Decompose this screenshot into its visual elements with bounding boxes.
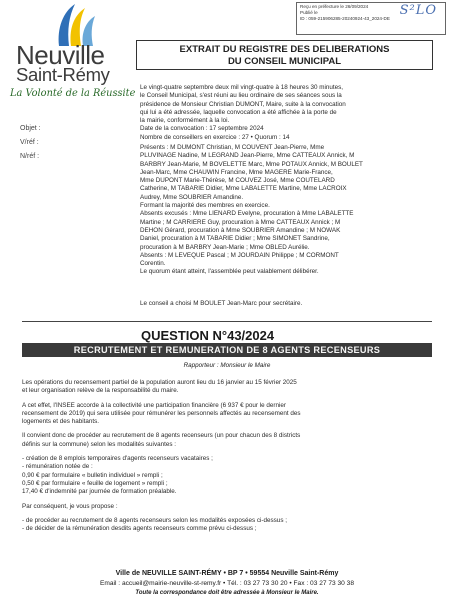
footer-note: Toute la correspondance doit être adressée à Monsieur le Maire. <box>135 590 319 596</box>
intro-line: le Conseil Municipal, s'est réuni au lieu ordinaire de ses séances sous la <box>140 92 342 100</box>
attendance-line: DEHON Gérard, procuration à Mme SOUBRIER Amandine ; M NOWAK <box>140 226 341 234</box>
attendance-line: Jean-Marc, Mme CHAUWIN Francine, Mme MAGERE Marie-France, <box>140 168 333 176</box>
stamp-line-published: Publié le <box>300 10 318 15</box>
body-line: définis sur la commune) selon les modalités suivantes : <box>22 440 176 448</box>
logo-town-name-line1: Neuville <box>16 40 105 70</box>
body-line: recensement de 2019) qui sera utilisée pour rémunérer les personnels affectés au recensement des <box>22 409 301 417</box>
intro-line: Date de la convocation : 17 septembre 2024 <box>140 125 264 133</box>
attendance-line: Absents excusés : Mme LIENARD Evelyne, procuration à Mme LABALETTE <box>140 210 354 218</box>
intro-line: la mairie, conformément à la loi. <box>140 117 230 125</box>
body-line: - rémunération notée de : <box>22 463 93 471</box>
label-nref: N/réf : <box>20 153 40 160</box>
intro-paragraph <box>140 84 346 142</box>
body-line: - création de 8 emplois temporaires d'agents recenseurs vacataires ; <box>22 455 213 463</box>
attendance-line: BARBRY Jean-Marie, M BOVELETTE Marc, Mme POTAUX Annick, M BOULET <box>140 160 363 168</box>
logo-town-name-line2: Saint-Rémy <box>16 64 110 85</box>
attendance-line: Corentin. <box>140 260 166 268</box>
intro-line: qui lui a été adressée, laquelle convocation a été affichée à la porte de <box>140 108 337 116</box>
attendance-line: procuration à M BARBRY Jean-Marie ; Mme OBLED Aurélie. <box>140 243 310 251</box>
attendance-line: Le quorum étant atteint, l'assemblée peut valablement délibérer. <box>140 268 319 276</box>
stamp-line-id: ID : 059-215906285-20240924-43_2024-DE <box>300 16 390 21</box>
attendance-line: Daniel, procuration à M TABARIE Didier ; Mme SIMONET Sandrine, <box>140 235 330 243</box>
label-objet: Objet : <box>20 125 41 132</box>
question-title: QUESTION N°43/2024 <box>141 328 275 343</box>
intro-line: présidence de Monsieur Christian DUMONT, Maire, suite à la convocation <box>140 100 346 108</box>
stamp-signature: S²LO <box>399 3 437 18</box>
header-line2: DU CONSEIL MUNICIPAL <box>227 56 342 67</box>
stamp-line-received: Reçu en préfecture le 26/09/2024 <box>300 4 369 9</box>
attendance-line: Martine ; M CARRIERE Guy, procuration à Mme CATTEAUX Annick ; M <box>140 218 341 226</box>
body-line: - de décider de la rémunération desdits agents recenseurs comme prévu ci-dessus ; <box>22 525 257 533</box>
body-line: Par conséquent, je vous propose : <box>22 502 118 510</box>
footer-address: Ville de NEUVILLE SAINT-RÉMY • BP 7 • 59554 Neuville Saint-Rémy <box>115 570 339 577</box>
rapporteur-line: Rapporteur : Monsieur le Maire <box>183 362 271 369</box>
deliberation-body <box>22 379 301 533</box>
body-line: 0,50 € par formulaire « feuille de logement » rempli ; <box>22 479 168 487</box>
label-vref: V/réf : <box>20 139 39 146</box>
attendance-line: Audrey, Mme SOUBRIER Amandine. <box>140 193 244 201</box>
body-line: 0,90 € par formulaire « bulletin individuel » rempli ; <box>22 471 163 479</box>
attendance-paragraph <box>140 144 363 277</box>
body-line: 17,40 € d'indemnité par journée de formation préalable. <box>22 488 177 496</box>
body-line: Les opérations du recensement partiel de la population auront lieu du 16 janvier au 15 février 2025 <box>22 379 297 386</box>
body-line: et leur organisation relève de la responsabilité du maire. <box>22 387 179 395</box>
header-line1: EXTRAIT DU REGISTRE DES DELIBERATIONS <box>179 44 390 55</box>
attendance-line: Mme DUPONT Marie-Thérèse, M COUVEZ José, Mme COUTELARD <box>140 177 335 185</box>
attendance-line: Absents : M LEVEQUE Pascal ; M JOURDAIN Philippe ; M CORMONT <box>140 251 339 259</box>
body-line: A cet effet, l'INSEE accorde à la collectivité une participation financière (6 937 € pour le dernier <box>22 401 286 409</box>
logo-slogan: La Volonté de la Réussite <box>10 88 136 99</box>
body-line: - de procéder au recrutement de 8 agents recenseurs selon les modalités exposées ci-dessus ; <box>22 516 287 524</box>
prefecture-stamp <box>296 2 446 35</box>
intro-line: Le vingt-quatre septembre deux mil vingt-quatre à 18 heures 30 minutes, <box>140 84 344 91</box>
body-line: logements et des habitants. <box>22 418 100 426</box>
attendance-line: Catherine, M TABARIE Didier, Mme LABALETTE Martine, Mme LACROIX <box>140 185 347 193</box>
body-line: Il convient donc de procéder au recrutement de 8 agents recenseurs (un pour chacun des 8 districts <box>22 432 301 440</box>
footer-contact: Email : accueil@mairie-neuville-st-remy.fr • Tél. : 03 27 73 30 20 • Fax : 03 27 73 30 38 <box>99 580 355 587</box>
document-header-box <box>136 40 433 70</box>
attendance-line: Formant la majorité des membres en exercice. <box>140 202 270 210</box>
attendance-line: Présents : M DUMONT Christian, M COUVENT Jean-Pierre, Mme <box>140 144 325 151</box>
divider <box>22 321 432 322</box>
secretary-line: Le conseil a choisi M BOULET Jean-Marc pour secrétaire. <box>140 300 303 307</box>
intro-line: Nombre de conseillers en exercice : 27 • Quorum : 14 <box>140 133 290 141</box>
subject-banner: RECRUTEMENT ET REMUNERATION DE 8 AGENTS RECENSEURS <box>22 343 432 357</box>
attendance-line: PLUVINAGE Nadine, M LEGRAND Jean-Pierre, Mme CATTEAUX Annick, M <box>140 152 355 160</box>
